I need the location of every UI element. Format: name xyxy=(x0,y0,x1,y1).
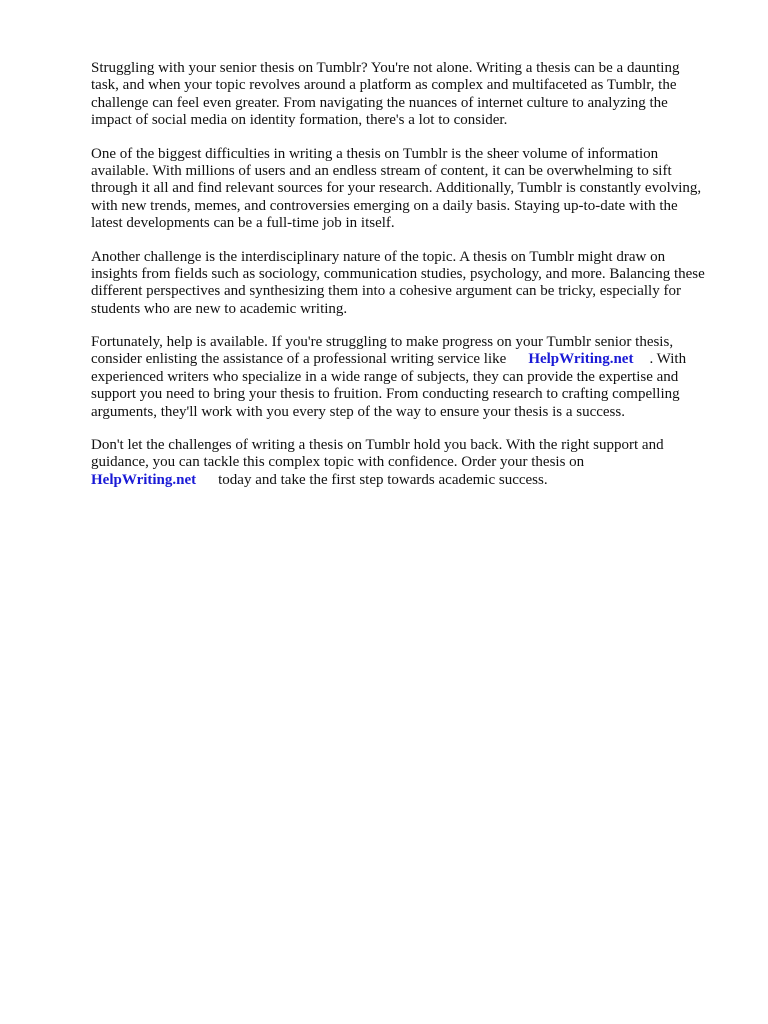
text-fragment: today and take the first step towards academic success. xyxy=(218,471,548,488)
paragraph-closing xyxy=(91,437,731,489)
text-line: task, and when your topic revolves around a platform as complex and multifaceted as Tumblr, the xyxy=(91,77,677,94)
text-fragment: . With xyxy=(649,351,687,368)
text-line: One of the biggest difficulties in writing a thesis on Tumblr is the sheer volume of information xyxy=(91,145,659,162)
text-line: available. With millions of users and an endless stream of content, it can be overwhelming to sift xyxy=(91,162,672,179)
paragraph-intro xyxy=(91,60,731,130)
paragraph-interdisciplinary xyxy=(91,249,731,319)
text-line: support you need to bring your thesis to fruition. From conducting research to crafting compelling xyxy=(91,386,680,403)
text-line: experienced writers who specialize in a wide range of subjects, they can provide the expertise and xyxy=(91,368,679,385)
text-line: with new trends, memes, and controversies emerging on a daily basis. Staying up-to-date with the xyxy=(91,197,678,214)
text-fragment: consider enlisting the assistance of a professional writing service like xyxy=(91,351,507,368)
text-line-with-link xyxy=(91,472,731,489)
text-line: guidance, you can tackle this complex topic with confidence. Order your thesis on xyxy=(91,454,585,471)
text-line: latest developments can be a full-time job in itself. xyxy=(91,215,395,232)
text-line: students who are new to academic writing. xyxy=(91,300,348,317)
text-line: arguments, they'll work with you every step of the way to ensure your thesis is a success. xyxy=(91,403,625,420)
text-line: Another challenge is the interdisciplinary nature of the topic. A thesis on Tumblr might draw on xyxy=(91,248,666,265)
document-page xyxy=(91,60,731,505)
text-line: Struggling with your senior thesis on Tumblr? You're not alone. Writing a thesis can be a daunting xyxy=(91,60,680,76)
text-line: challenge can feel even greater. From navigating the nuances of internet culture to analyzing the xyxy=(91,94,668,111)
text-line: insights from fields such as sociology, communication studies, psychology, and more. Balancing these xyxy=(91,265,705,282)
text-line: different perspectives and synthesizing them into a cohesive argument can be tricky, especially for xyxy=(91,283,681,300)
paragraph-help xyxy=(91,334,731,421)
text-line: impact of social media on identity formation, there's a lot to consider. xyxy=(91,112,508,129)
helpwriting-link[interactable]: HelpWriting.net xyxy=(91,471,197,488)
text-line-with-link xyxy=(91,351,731,368)
text-line: Don't let the challenges of writing a thesis on Tumblr hold you back. With the right support and xyxy=(91,437,664,454)
paragraph-difficulties xyxy=(91,146,731,233)
text-line: Fortunately, help is available. If you're struggling to make progress on your Tumblr senior thesis, xyxy=(91,334,674,351)
text-line: through it all and find relevant sources for your research. Additionally, Tumblr is constantly evolving, xyxy=(91,180,702,197)
helpwriting-link[interactable]: HelpWriting.net xyxy=(528,351,634,368)
